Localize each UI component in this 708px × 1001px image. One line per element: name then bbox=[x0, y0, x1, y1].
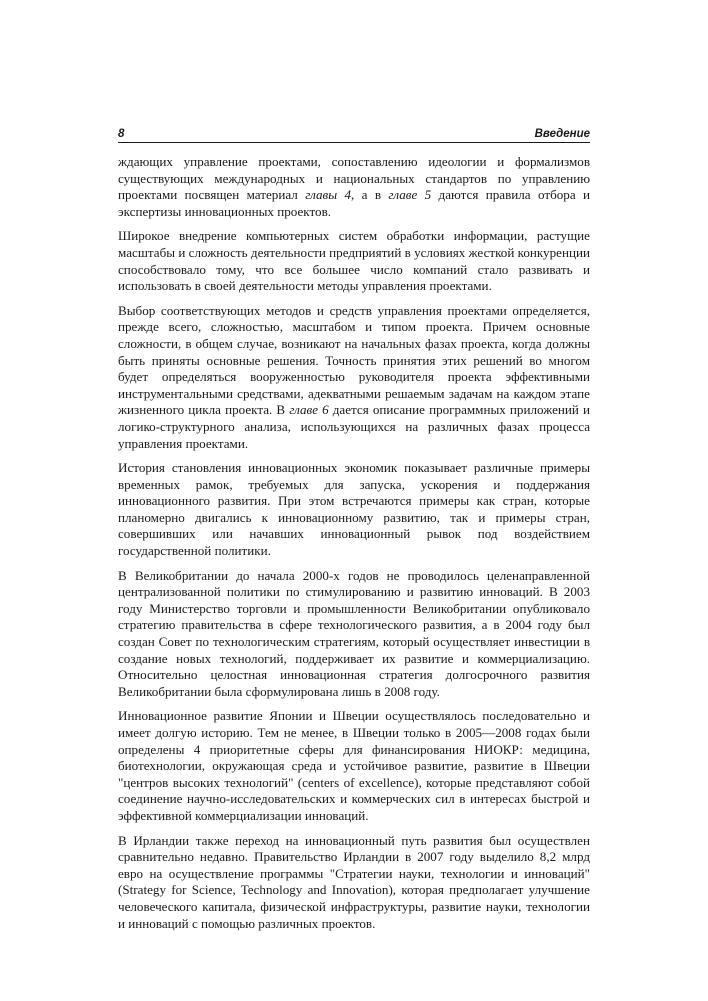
text-run: Широкое внедрение компьютерных систем обработки информации, растущие масштабы и сложность деятельности предприятий в условиях жесткой конкуренции способствовало тому, что все большее число компаний стало развивать и использовать в своей деятельности методы управления проектами. bbox=[118, 228, 590, 294]
text-run: История становления инновационных экономик показывает различные примеры временных рамок, требуемых для запуска, ускорения и поддержания инновационного развития. При этом встречаются примеры как стран, которые планомерно двигались к инновационному развитию, так и примеры стран, совершивших или начавших инновационный рывок под воздействием государственной политики. bbox=[118, 460, 590, 559]
italic-reference: главе 5 bbox=[388, 187, 432, 203]
section-title: Введение bbox=[534, 128, 590, 140]
running-header bbox=[118, 128, 590, 143]
paragraph bbox=[118, 460, 590, 560]
text-run: даются правила отбора и экспертизы инновационных проектов. bbox=[118, 187, 591, 219]
body-text bbox=[118, 154, 590, 932]
paragraph bbox=[118, 154, 590, 220]
page-number: 8 bbox=[118, 128, 125, 140]
text-run: В Великобритании до начала 2000-х годов не проводилось целенаправленной централизованной политики по стимулированию и развитию инноваций. В 2003 году Министерство торговли и промышленности Великобритании опубликовало стратегию правительства в сфере технологического развития, а в 2004 году был создан Совет по технологическим стратегиям, который осуществляет инвестиции в создание новых технологий, поддерживает их развитие и коммерциализацию. Относительно целостная инновационная стратегия долгосрочного развития Великобритании была сформулирована лишь в 2008 году. bbox=[118, 567, 590, 699]
italic-reference: главы 4 bbox=[305, 187, 352, 203]
text-run: Инновационное развитие Японии и Швеции осуществлялось последовательно и имеет долгую историю. Тем не менее, в Швеции только в 2005—2008 годах были определены 4 приоритетные сферы для финансирования НИОКР: медицина, биотехнологии, окружающая среда и устойчивое развитие, развитие в Швеции "центров высоких технологий" (centers of excellence), которые представляют собой соединение научно-исследовательских и коммерческих сил в интересах быстрой и эффективной коммерциализации инноваций. bbox=[118, 708, 590, 823]
paragraph bbox=[118, 568, 590, 701]
paragraph bbox=[118, 708, 590, 824]
text-run: , а в bbox=[351, 187, 389, 203]
book-page bbox=[118, 128, 590, 940]
text-run: В Ирландии также переход на инновационный путь развития был осуществлен сравнительно недавно. Правительство Ирландии в 2007 году выделило 8,2 млрд евро на осуществление программы "Стратегии науки, технологии и инноваций" (Strategy for Science, Technology and Innovation), которая предполагает улучшение человеческого капитала, физической инфраструктуры, развитие науки, технологии и инноваций с помощью различных проектов. bbox=[118, 832, 590, 931]
text-run: Выбор соответствующих методов и средств управления проектами определяется, прежде всего, сложностью, масштабом и типом проекта. Причем основные сложности, в общем случае, возникают на начальных фазах проекта, когда должны быть приняты основные решения. Точность принятия этих решений во многом будет определяться вооруженностью руководителя проекта эффективными инструментальными средствами, адекватными решаемым задачам на каждом этапе жизненного цикла проекта. В bbox=[118, 302, 590, 418]
paragraph bbox=[118, 833, 590, 933]
paragraph bbox=[118, 303, 590, 452]
text-run: ждающих управление проектами, сопоставлению идеологии и формализмов существующих международных и национальных стандартов по управлению проектами посвящен материал bbox=[118, 154, 590, 203]
paragraph bbox=[118, 228, 590, 294]
italic-reference: главе 6 bbox=[289, 402, 329, 418]
text-run: дается описание программных приложений и логико-структурного анализа, использующихся на различных фазах процесса управления проектами. bbox=[118, 402, 591, 451]
